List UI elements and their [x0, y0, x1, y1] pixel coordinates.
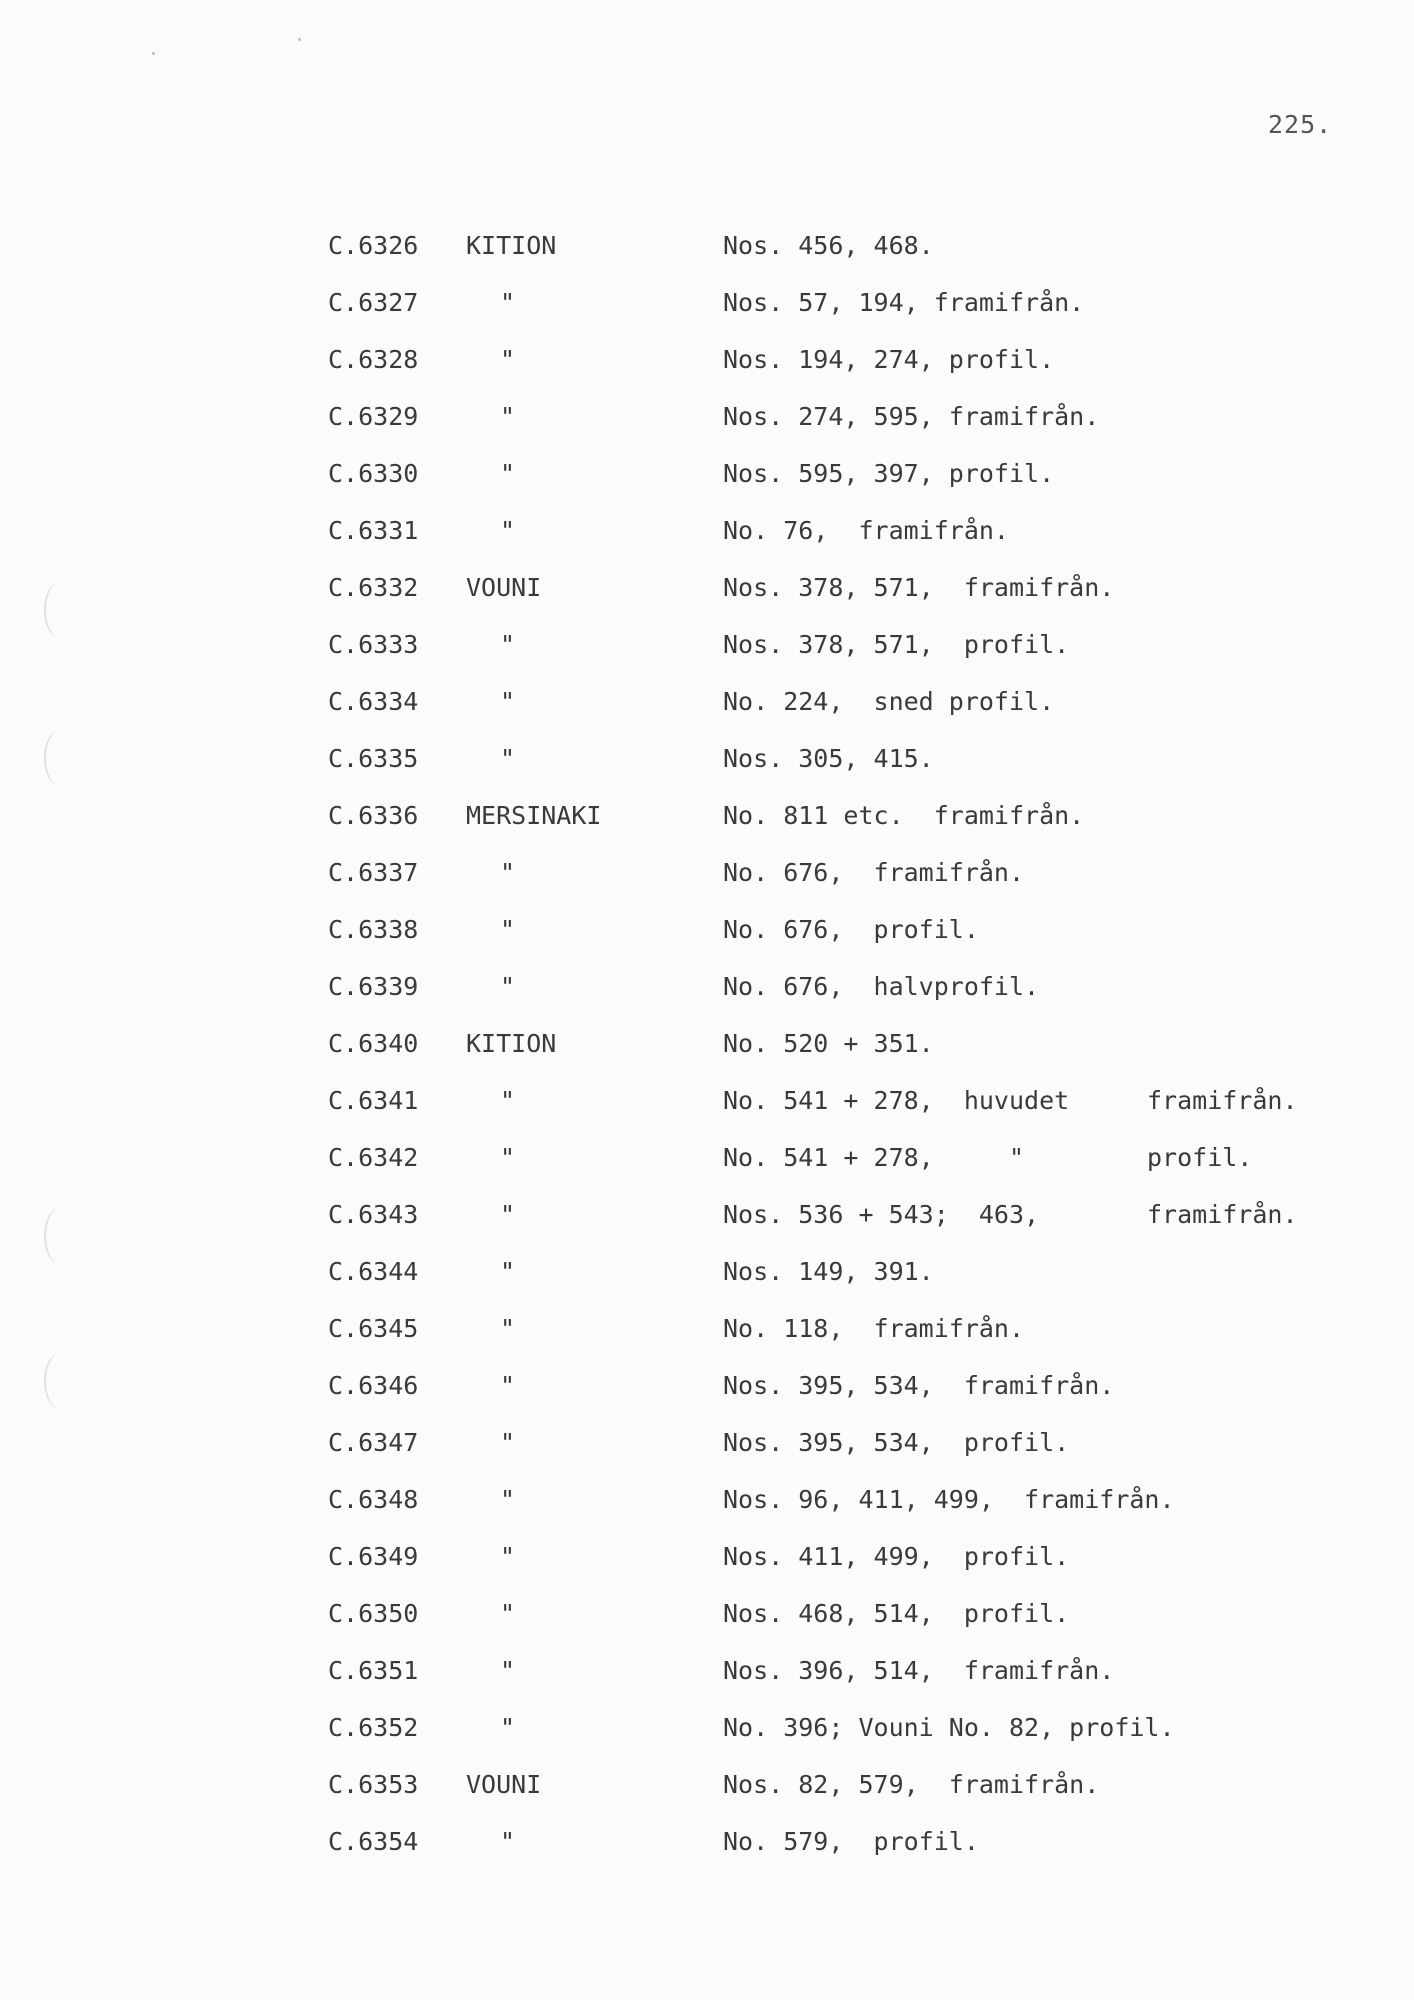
catalog-code: C.6347 — [328, 1428, 419, 1457]
list-item — [0, 1252, 1414, 1292]
list-item — [0, 1537, 1414, 1577]
list-item — [0, 1195, 1414, 1235]
catalog-code: C.6328 — [328, 345, 419, 374]
site-name: " — [500, 1599, 516, 1628]
list-item — [0, 340, 1414, 380]
site-name: " — [500, 630, 516, 659]
site-name: " — [500, 1656, 516, 1685]
catalog-code: C.6346 — [328, 1371, 419, 1400]
item-description: Nos. 395, 534, profil. — [723, 1428, 1070, 1457]
site-name: " — [500, 345, 516, 374]
item-description: Nos. 395, 534, framifrån. — [723, 1371, 1115, 1400]
site-name: " — [500, 459, 516, 488]
list-item — [0, 1024, 1414, 1064]
item-description: Nos. 468, 514, profil. — [723, 1599, 1070, 1628]
item-description: Nos. 57, 194, framifrån. — [723, 288, 1085, 317]
item-description: Nos. 82, 579, framifrån. — [723, 1770, 1100, 1799]
item-description: No. 811 etc. framifrån. — [723, 801, 1085, 830]
site-name: " — [500, 1827, 516, 1856]
list-item — [0, 397, 1414, 437]
list-item — [0, 1138, 1414, 1178]
item-description: No. 676, profil. — [723, 915, 979, 944]
catalog-code: C.6340 — [328, 1029, 419, 1058]
list-item — [0, 568, 1414, 608]
item-description: No. 676, halvprofil. — [723, 972, 1040, 1001]
site-name: " — [500, 1200, 516, 1229]
catalog-code: C.6353 — [328, 1770, 419, 1799]
catalog-code: C.6350 — [328, 1599, 419, 1628]
list-item — [0, 1366, 1414, 1406]
item-description: Nos. 274, 595, framifrån. — [723, 402, 1100, 431]
site-name: " — [500, 1542, 516, 1571]
list-item — [0, 283, 1414, 323]
item-description: Nos. 305, 415. — [723, 744, 934, 773]
catalog-code: C.6349 — [328, 1542, 419, 1571]
list-item — [0, 1081, 1414, 1121]
item-description: Nos. 396, 514, framifrån. — [723, 1656, 1115, 1685]
site-name: " — [500, 1314, 516, 1343]
item-description: No. 676, framifrån. — [723, 858, 1025, 887]
site-name: " — [500, 1143, 516, 1172]
item-description: No. 118, framifrån. — [723, 1314, 1025, 1343]
catalog-code: C.6345 — [328, 1314, 419, 1343]
site-name: " — [500, 1371, 516, 1400]
item-description: Nos. 378, 571, profil. — [723, 630, 1070, 659]
item-description: No. 579, profil. — [723, 1827, 979, 1856]
catalog-code: C.6348 — [328, 1485, 419, 1514]
site-name: " — [500, 1257, 516, 1286]
item-description: Nos. 536 + 543; 463, — [723, 1200, 1040, 1229]
scan-speck — [298, 38, 301, 41]
item-description: No. 396; Vouni No. 82, profil. — [723, 1713, 1175, 1742]
list-item — [0, 511, 1414, 551]
list-item — [0, 682, 1414, 722]
item-view: profil. — [1147, 1143, 1253, 1172]
catalog-code: C.6354 — [328, 1827, 419, 1856]
catalog-code: C.6336 — [328, 801, 419, 830]
list-item — [0, 967, 1414, 1007]
site-name: KITION — [466, 231, 557, 260]
catalog-code: C.6352 — [328, 1713, 419, 1742]
site-name: " — [500, 1485, 516, 1514]
list-item — [0, 853, 1414, 893]
list-item — [0, 226, 1414, 266]
site-name: " — [500, 915, 516, 944]
catalog-code: C.6343 — [328, 1200, 419, 1229]
item-description: No. 224, sned profil. — [723, 687, 1055, 716]
catalog-code: C.6338 — [328, 915, 419, 944]
item-view: framifrån. — [1147, 1200, 1298, 1229]
list-item — [0, 1708, 1414, 1748]
site-name: VOUNI — [466, 1770, 542, 1799]
site-name: " — [500, 288, 516, 317]
item-view: framifrån. — [1147, 1086, 1298, 1115]
item-description: No. 541 + 278, " — [723, 1143, 1025, 1172]
scan-speck — [152, 52, 155, 55]
item-description: Nos. 149, 391. — [723, 1257, 934, 1286]
site-name: " — [500, 1713, 516, 1742]
catalog-code: C.6339 — [328, 972, 419, 1001]
site-name: KITION — [466, 1029, 557, 1058]
catalog-code: C.6327 — [328, 288, 419, 317]
site-name: VOUNI — [466, 573, 542, 602]
catalog-code: C.6335 — [328, 744, 419, 773]
item-description: Nos. 194, 274, profil. — [723, 345, 1055, 374]
list-item — [0, 1423, 1414, 1463]
site-name: " — [500, 402, 516, 431]
site-name: " — [500, 858, 516, 887]
item-description: No. 541 + 278, huvudet — [723, 1086, 1070, 1115]
catalog-code: C.6333 — [328, 630, 419, 659]
catalog-code: C.6342 — [328, 1143, 419, 1172]
catalog-code: C.6341 — [328, 1086, 419, 1115]
page-number: 225. — [1268, 110, 1333, 139]
catalog-code: C.6329 — [328, 402, 419, 431]
catalog-code: C.6334 — [328, 687, 419, 716]
item-description: Nos. 595, 397, profil. — [723, 459, 1055, 488]
item-description: No. 76, framifrån. — [723, 516, 1009, 545]
catalog-code: C.6332 — [328, 573, 419, 602]
item-description: Nos. 378, 571, framifrån. — [723, 573, 1115, 602]
list-item — [0, 796, 1414, 836]
catalog-code: C.6337 — [328, 858, 419, 887]
site-name: " — [500, 744, 516, 773]
list-item — [0, 1480, 1414, 1520]
list-item — [0, 1822, 1414, 1862]
catalog-code: C.6326 — [328, 231, 419, 260]
list-item — [0, 454, 1414, 494]
list-item — [0, 910, 1414, 950]
item-description: Nos. 411, 499, profil. — [723, 1542, 1070, 1571]
item-description: Nos. 456, 468. — [723, 231, 934, 260]
list-item — [0, 1594, 1414, 1634]
catalog-code: C.6351 — [328, 1656, 419, 1685]
list-item — [0, 1309, 1414, 1349]
item-description: No. 520 + 351. — [723, 1029, 934, 1058]
catalog-code: C.6344 — [328, 1257, 419, 1286]
site-name: " — [500, 1086, 516, 1115]
list-item — [0, 625, 1414, 665]
catalog-code: C.6331 — [328, 516, 419, 545]
catalog-code: C.6330 — [328, 459, 419, 488]
list-item — [0, 739, 1414, 779]
item-description: Nos. 96, 411, 499, framifrån. — [723, 1485, 1175, 1514]
site-name: " — [500, 516, 516, 545]
list-item — [0, 1651, 1414, 1691]
site-name: " — [500, 1428, 516, 1457]
site-name: MERSINAKI — [466, 801, 602, 830]
list-item — [0, 1765, 1414, 1805]
site-name: " — [500, 972, 516, 1001]
site-name: " — [500, 687, 516, 716]
